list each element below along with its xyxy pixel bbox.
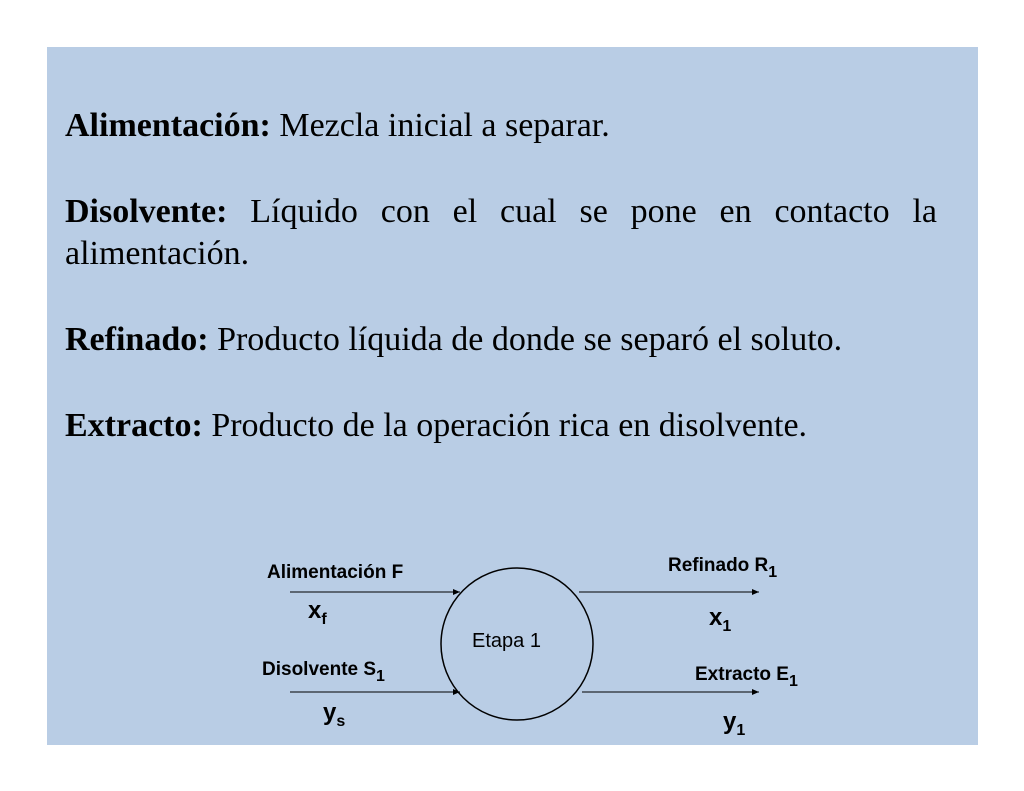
definition-text: Líquido con el cual se pone en contacto la alimentación. <box>65 193 937 272</box>
definition-term: Alimentación: <box>65 107 271 144</box>
extraction-stage-diagram <box>47 47 978 745</box>
definition-text: Producto de la operación rica en disolvente. <box>202 407 808 444</box>
definition-term: Disolvente: <box>65 193 228 230</box>
raffinate-composition: x1 <box>709 604 732 635</box>
definition-text: Mezcla inicial a separar. <box>270 107 610 144</box>
feed-composition: xf <box>308 597 327 628</box>
extract-label: Extracto $E_1$ <box>695 664 798 690</box>
definition-term: Extracto: <box>65 407 203 444</box>
extract-composition: y1 <box>723 708 746 739</box>
definition-text: Producto líquida de donde se separó el soluto. <box>208 321 843 358</box>
feed-label: Alimentación F <box>267 562 404 583</box>
solvent-label: Disolvente $S_1$ <box>262 659 385 685</box>
raffinate-label: Refinado $R_1$ <box>668 555 778 581</box>
definition-term: Refinado: <box>65 321 209 358</box>
solvent-composition: ys <box>323 699 346 730</box>
stage-label: Etapa 1 <box>472 630 541 652</box>
slide <box>47 47 978 745</box>
